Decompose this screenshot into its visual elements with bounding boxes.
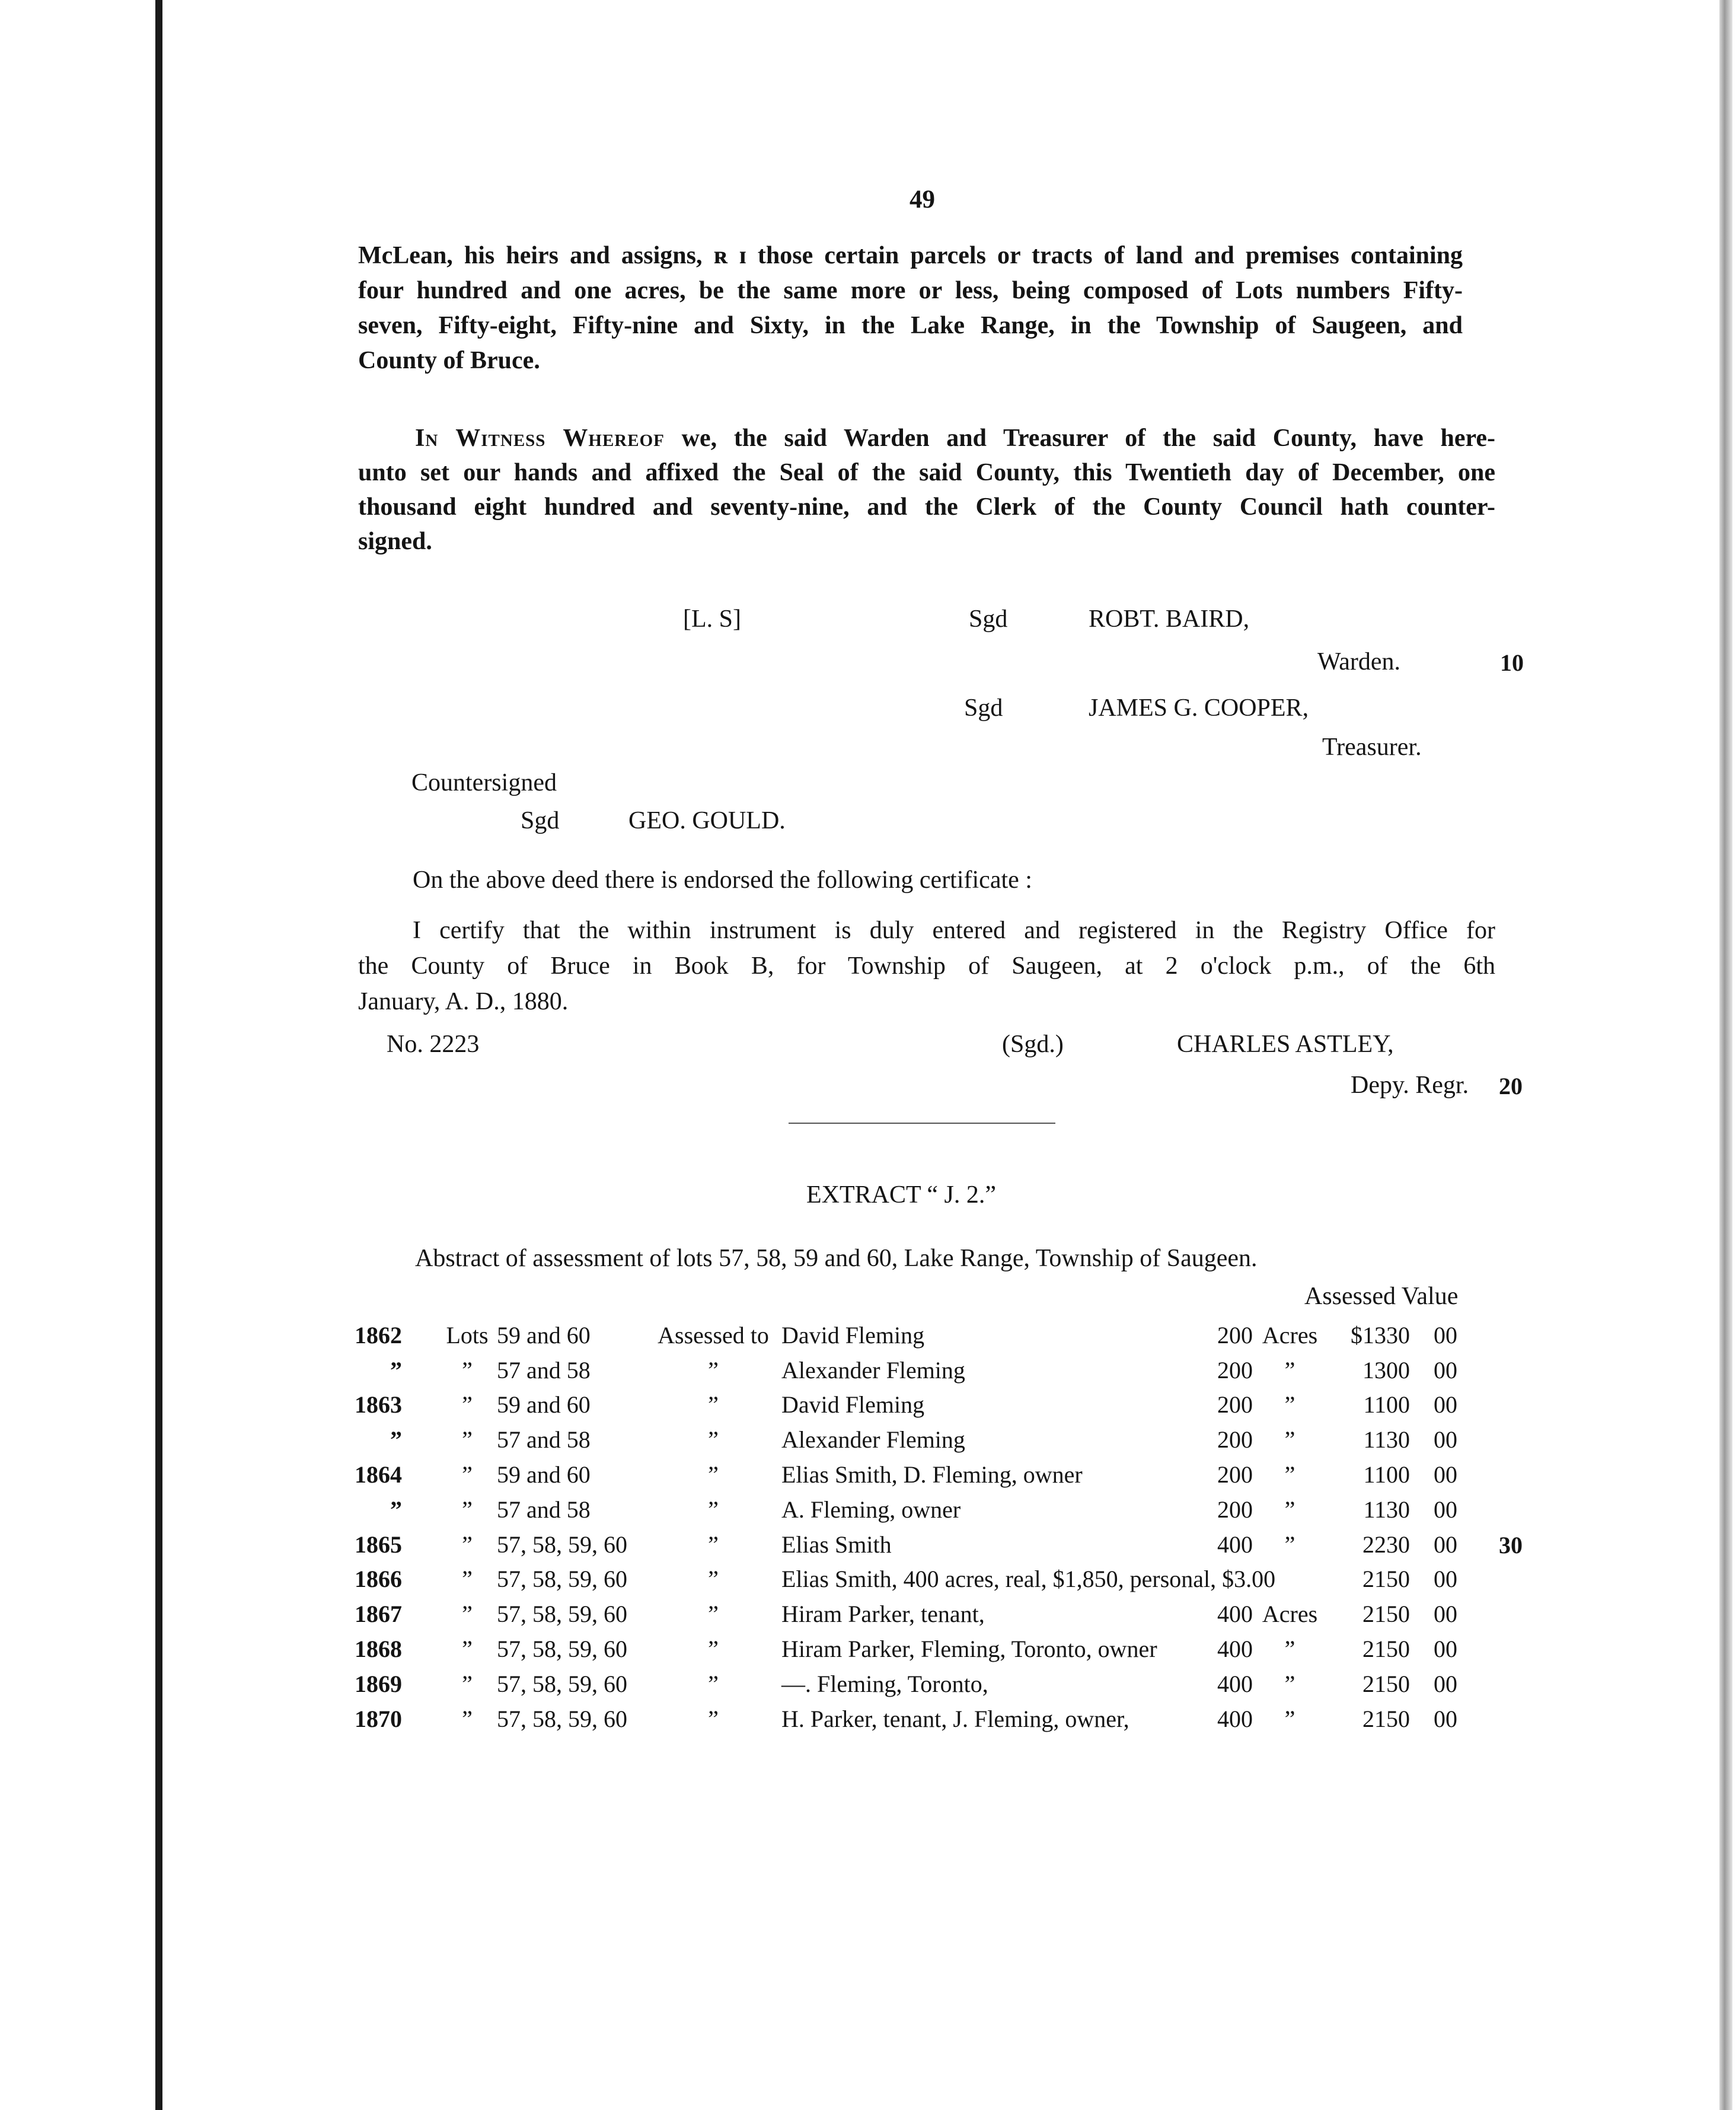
table-row (355, 1457, 1457, 1492)
assessed-to-cell: ” (708, 1356, 719, 1384)
unit-cell: ” (1284, 1461, 1295, 1489)
signed-mark: Sgd (964, 694, 1003, 722)
unit-cell: ” (1284, 1636, 1295, 1663)
name-cell: H. Parker, tenant, J. Fleming, owner, (781, 1705, 1129, 1732)
text-line: I certify that the within instrument is duly entered and registered in the Registry Office for (413, 917, 1495, 944)
cents-cell: 00 (1434, 1391, 1457, 1419)
value-cell: 2150 (1362, 1705, 1410, 1732)
assessed-to-cell: ” (708, 1531, 719, 1558)
assessment-table (355, 1318, 1457, 1736)
lots-cell: ” (462, 1566, 473, 1593)
cents-cell: 00 (1434, 1531, 1457, 1558)
text-line: thousand eight hundred and seventy-nine, and the Clerk of the County Council hath counter- (358, 493, 1495, 521)
value-cell: 1300 (1362, 1356, 1410, 1384)
cents-cell: 00 (1434, 1601, 1457, 1628)
table-row (355, 1492, 1457, 1527)
text-line: the County of Bruce in Book B, for Township of Saugeen, at 2 o'clock p.m., of the 6th (358, 952, 1495, 980)
assessed-to-cell: ” (708, 1461, 719, 1489)
text-line: seven, Fifty-eight, Fifty-nine and Sixty, in the Lake Range, in the Township of Saugeen, and (358, 312, 1463, 339)
lots-cell: Lots (446, 1321, 489, 1349)
name-cell: Elias Smith (781, 1531, 892, 1558)
year-cell: 1865 (355, 1531, 402, 1558)
value-cell: $1330 (1351, 1321, 1410, 1349)
assessed-to-cell: ” (708, 1670, 719, 1697)
cents-cell: 00 (1434, 1426, 1457, 1454)
name-cell: —. Fleming, Toronto, (781, 1670, 988, 1697)
warden-name: ROBT. BAIRD, (1089, 605, 1250, 633)
table-row (355, 1318, 1457, 1353)
intro-paragraph (358, 238, 1463, 378)
seal-mark: [L. S] (683, 605, 741, 633)
cents-cell: 00 (1434, 1496, 1457, 1523)
table-row (355, 1422, 1457, 1457)
registrar-title: Depy. Regr. (1351, 1072, 1469, 1099)
text-line: January, A. D., 1880. (358, 988, 569, 1015)
certificate-paragraph (358, 913, 1495, 1019)
unit-cell: ” (1284, 1531, 1295, 1558)
name-cell: Hiram Parker, tenant, (781, 1601, 985, 1628)
cents-cell: 00 (1434, 1566, 1457, 1593)
assessed-to-cell: ” (708, 1705, 719, 1732)
lots-cell: ” (462, 1496, 473, 1523)
binding-edge (155, 0, 162, 2110)
value-cell: 2150 (1362, 1636, 1410, 1663)
table-row (355, 1527, 1457, 1562)
name-cell: A. Fleming, owner (781, 1496, 961, 1523)
lots-cell: ” (462, 1670, 473, 1697)
lots-cell: ” (462, 1601, 473, 1628)
section-divider (789, 1123, 1055, 1124)
text-line: County of Bruce. (358, 347, 540, 374)
warden-title: Warden. (1317, 648, 1401, 675)
lots-cell: ” (462, 1356, 473, 1384)
text-line: signed. (358, 528, 432, 555)
lots-cell: ” (462, 1461, 473, 1489)
lots-number-cell: 57 and 58 (497, 1496, 591, 1523)
lots-number-cell: 57, 58, 59, 60 (497, 1531, 627, 1558)
witness-paragraph (358, 421, 1495, 559)
year-cell: 1864 (355, 1461, 402, 1489)
year-cell: 1862 (355, 1321, 402, 1349)
table-row (355, 1388, 1457, 1423)
acres-cell: 200 (1217, 1356, 1253, 1384)
lots-number-cell: 57, 58, 59, 60 (497, 1670, 627, 1697)
acres-cell: 400 (1217, 1601, 1253, 1628)
year-cell: ” (390, 1356, 402, 1384)
year-cell: 1866 (355, 1566, 402, 1593)
assessed-value-header: Assessed Value (1304, 1283, 1459, 1310)
assessed-to-cell: ” (708, 1636, 719, 1663)
year-cell: 1863 (355, 1391, 402, 1419)
table-row (355, 1666, 1457, 1701)
name-cell: Elias Smith, D. Fleming, owner (781, 1461, 1083, 1489)
year-cell: ” (390, 1496, 402, 1523)
cents-cell: 00 (1434, 1705, 1457, 1732)
acres-cell: 400 (1217, 1531, 1253, 1558)
lots-cell: ” (462, 1636, 473, 1663)
treasurer-name: JAMES G. COOPER, (1089, 694, 1309, 722)
text-line: unto set our hands and affixed the Seal of the said County, this Twentieth day of December, one (358, 459, 1495, 486)
countersigned-label: Countersigned (411, 769, 557, 796)
extract-abstract: Abstract of assessment of lots 57, 58, 59 and 60, Lake Range, Township of Saugeen. (415, 1245, 1258, 1272)
name-cell: Alexander Fleming (781, 1426, 965, 1454)
lots-number-cell: 59 and 60 (497, 1321, 591, 1349)
assessed-to-cell: ” (708, 1566, 719, 1593)
name-cell: Alexander Fleming (781, 1356, 965, 1384)
unit-cell: Acres (1262, 1321, 1318, 1349)
acres-cell: 400 (1217, 1670, 1253, 1697)
lots-number-cell: 57 and 58 (497, 1426, 591, 1454)
value-cell: 2230 (1362, 1531, 1410, 1558)
assessed-to-cell: ” (708, 1391, 719, 1419)
value-cell: 1100 (1363, 1461, 1410, 1489)
unit-cell: ” (1284, 1356, 1295, 1384)
acres-cell: 200 (1217, 1496, 1253, 1523)
margin-line-number: 30 (1499, 1532, 1523, 1558)
assessed-to-cell: Assessed to (658, 1321, 769, 1349)
year-cell: 1869 (355, 1670, 402, 1697)
table-row (355, 1701, 1457, 1736)
cents-cell: 00 (1434, 1670, 1457, 1697)
assessed-to-cell: ” (708, 1601, 719, 1628)
page-number: 49 (910, 186, 935, 213)
lots-cell: ” (462, 1705, 473, 1732)
lots-number-cell: 57, 58, 59, 60 (497, 1566, 627, 1593)
year-cell: 1870 (355, 1705, 402, 1732)
registry-number: No. 2223 (387, 1031, 480, 1058)
unit-cell: ” (1284, 1705, 1295, 1732)
endorsement-intro: On the above deed there is endorsed the following certificate : (413, 866, 1032, 894)
signed-mark: Sgd (521, 807, 560, 834)
name-cell: David Fleming (781, 1321, 925, 1349)
acres-cell: 400 (1217, 1705, 1253, 1732)
value-cell: 2150 (1362, 1670, 1410, 1697)
name-cell: Elias Smith, 400 acres, real, $1,850, personal, $3.00 (781, 1566, 1276, 1593)
lots-number-cell: 59 and 60 (497, 1461, 591, 1489)
cents-cell: 00 (1434, 1356, 1457, 1384)
unit-cell: Acres (1262, 1601, 1318, 1628)
signed-mark: (Sgd.) (1002, 1031, 1064, 1058)
text-line: four hundred and one acres, be the same more or less, being composed of Lots numbers Fifty- (358, 277, 1463, 304)
page-edge (1719, 0, 1732, 2110)
lots-number-cell: 57, 58, 59, 60 (497, 1636, 627, 1663)
value-cell: 1100 (1363, 1391, 1410, 1419)
unit-cell: ” (1284, 1496, 1295, 1523)
lots-cell: ” (462, 1426, 473, 1454)
unit-cell: ” (1284, 1426, 1295, 1454)
lots-number-cell: 57 and 58 (497, 1356, 591, 1384)
acres-cell: 200 (1217, 1391, 1253, 1419)
unit-cell: ” (1284, 1391, 1295, 1419)
year-cell: 1868 (355, 1636, 402, 1663)
name-cell: Hiram Parker, Fleming, Toronto, owner (781, 1636, 1157, 1663)
registrar-name: CHARLES ASTLEY, (1177, 1031, 1394, 1058)
text-line (358, 421, 1495, 455)
year-cell: ” (390, 1426, 402, 1454)
table-row (355, 1596, 1457, 1631)
table-row (355, 1353, 1457, 1388)
cents-cell: 00 (1434, 1636, 1457, 1663)
value-cell: 2150 (1362, 1566, 1410, 1593)
assessed-to-cell: ” (708, 1496, 719, 1523)
acres-cell: 400 (1217, 1636, 1253, 1663)
acres-cell: 200 (1217, 1321, 1253, 1349)
margin-line-number: 20 (1499, 1073, 1523, 1099)
assessed-to-cell: ” (708, 1426, 719, 1454)
margin-line-number: 10 (1500, 649, 1524, 676)
name-cell: David Fleming (781, 1391, 925, 1419)
lots-cell: ” (462, 1531, 473, 1558)
value-cell: 1130 (1363, 1426, 1410, 1454)
treasurer-title: Treasurer. (1322, 734, 1422, 761)
extract-title: EXTRACT “ J. 2.” (806, 1181, 997, 1209)
table-row (355, 1631, 1457, 1666)
lots-number-cell: 59 and 60 (497, 1391, 591, 1419)
cents-cell: 00 (1434, 1321, 1457, 1349)
witness-line-0: we, the said Warden and Treasurer of the said County, have here- (681, 425, 1495, 452)
value-cell: 2150 (1362, 1601, 1410, 1628)
value-cell: 1130 (1363, 1496, 1410, 1523)
cents-cell: 00 (1434, 1461, 1457, 1489)
unit-cell: ” (1284, 1670, 1295, 1697)
lots-number-cell: 57, 58, 59, 60 (497, 1705, 627, 1732)
text-line: McLean, his heirs and assigns, ʀ ɪ those certain parcels or tracts of land and premises containing (358, 242, 1463, 269)
lots-number-cell: 57, 58, 59, 60 (497, 1601, 627, 1628)
lots-cell: ” (462, 1391, 473, 1419)
signed-mark: Sgd (969, 605, 1008, 633)
table-row (355, 1562, 1457, 1597)
year-cell: 1867 (355, 1601, 402, 1628)
acres-cell: 200 (1217, 1461, 1253, 1489)
witness-lead: In Witness Whereof (415, 425, 665, 452)
clerk-name: GEO. GOULD. (628, 807, 786, 834)
acres-cell: 200 (1217, 1426, 1253, 1454)
